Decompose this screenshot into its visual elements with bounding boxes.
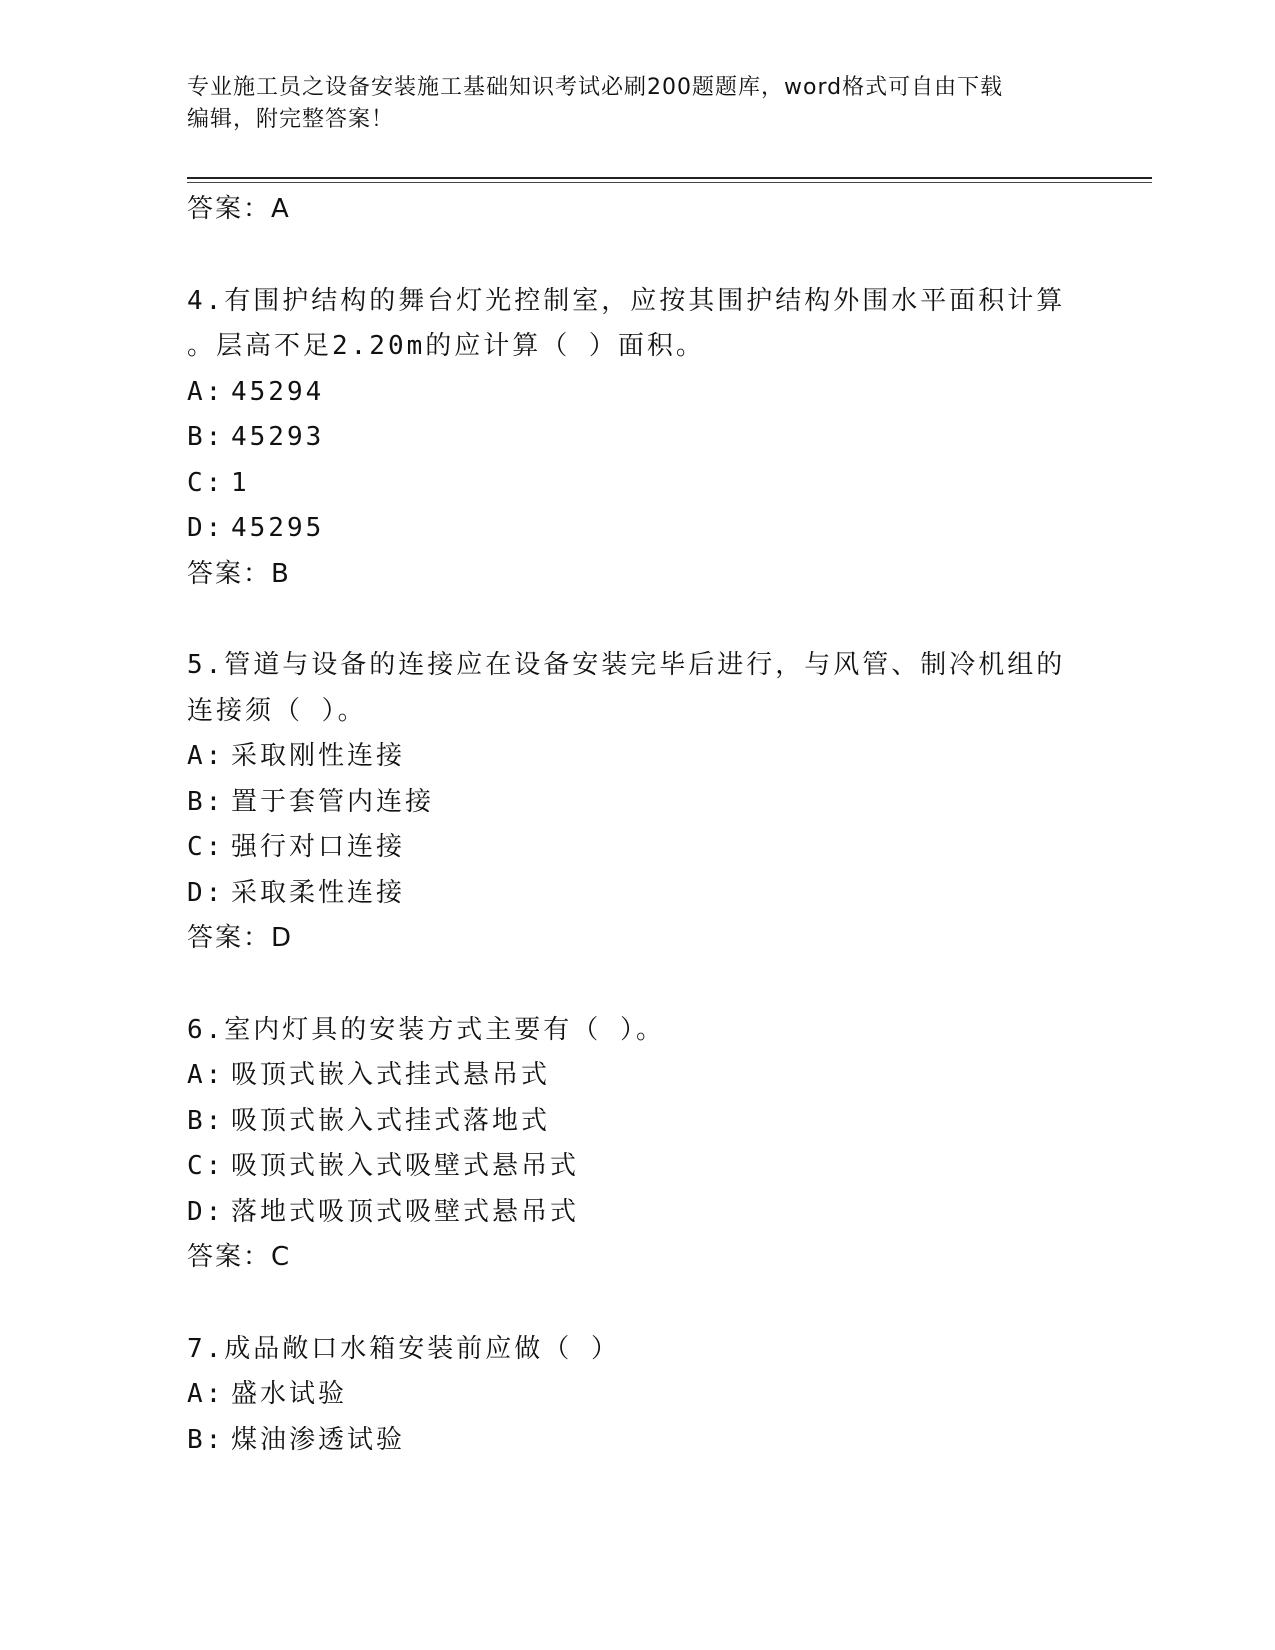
option-b <box>187 780 1087 826</box>
option-text: 盛水试验 <box>231 1379 348 1409</box>
question-4 <box>187 279 1087 598</box>
question-stem-line: 。层高不足2.20m的应计算（ ）面积。 <box>187 331 705 361</box>
option-b <box>187 415 1087 461</box>
option-text: 1 <box>231 467 250 498</box>
option-key: D: <box>187 877 225 908</box>
question-7 <box>187 1327 1087 1464</box>
option-text: 置于套管内连接 <box>231 786 435 817</box>
option-key: B: <box>187 1105 225 1136</box>
option-text: 吸顶式嵌入式挂式落地式 <box>231 1105 551 1136</box>
option-text: 45294 <box>231 376 325 407</box>
option-key: C: <box>187 1151 225 1181</box>
header-line-2: 编辑，附完整答案！ <box>187 107 395 132</box>
option-key: D: <box>187 513 225 543</box>
option-text: 吸顶式嵌入式吸壁式悬吊式 <box>231 1151 580 1181</box>
option-key: A: <box>187 741 225 771</box>
question-stem-line: 4.有围护结构的舞台灯光控制室，应按其围护结构外围水平面积计算 <box>187 285 1066 316</box>
option-d <box>187 506 1087 552</box>
document-body <box>187 187 1087 1463</box>
option-c <box>187 825 1087 871</box>
question-5 <box>187 643 1087 962</box>
header-divider-thin <box>187 182 1152 183</box>
option-key: B: <box>187 422 225 452</box>
option-text: 采取刚性连接 <box>231 741 406 771</box>
option-text: 落地式吸顶式吸壁式悬吊式 <box>231 1196 580 1227</box>
answer-q3: 答案：A <box>187 194 291 224</box>
answer-q6: 答案：C <box>187 1242 292 1272</box>
option-b <box>187 1418 1087 1464</box>
option-c <box>187 1144 1087 1190</box>
option-d <box>187 1190 1087 1236</box>
option-b <box>187 1099 1087 1145</box>
header-line-1: 专业施工员之设备安装施工基础知识考试必刷200题题库，word格式可自由下载 <box>187 75 1004 100</box>
option-key: A: <box>187 1060 225 1090</box>
option-text: 吸顶式嵌入式挂式悬吊式 <box>231 1060 551 1090</box>
option-a <box>187 734 1087 780</box>
option-c <box>187 461 1087 507</box>
option-text: 采取柔性连接 <box>231 877 406 908</box>
answer-q4: 答案：B <box>187 558 291 589</box>
option-a <box>187 1372 1087 1418</box>
question-stem-line: 6.室内灯具的安装方式主要有（ ）。 <box>187 1014 665 1045</box>
question-stem-line: 连接须（ ）。 <box>187 695 367 726</box>
option-key: B: <box>187 786 225 817</box>
question-stem-line: 7.成品敞口水箱安装前应做（ ） <box>187 1333 620 1364</box>
answer-q5: 答案：D <box>187 923 294 953</box>
option-key: D: <box>187 1196 225 1227</box>
document-header <box>187 72 1087 136</box>
option-text: 强行对口连接 <box>231 832 406 862</box>
option-key: C: <box>187 832 225 862</box>
header-divider-thick <box>187 177 1152 179</box>
option-key: A: <box>187 376 225 407</box>
option-a <box>187 370 1087 416</box>
option-a <box>187 1053 1087 1099</box>
option-text: 煤油渗透试验 <box>231 1424 406 1455</box>
option-key: B: <box>187 1424 225 1455</box>
option-key: C: <box>187 467 225 498</box>
option-text: 45293 <box>231 422 325 452</box>
question-stem-line: 5.管道与设备的连接应在设备安装完毕后进行，与风管、制冷机组的 <box>187 650 1066 680</box>
option-d <box>187 871 1087 917</box>
option-key: A: <box>187 1379 225 1409</box>
option-text: 45295 <box>231 513 325 543</box>
question-6 <box>187 1008 1087 1281</box>
